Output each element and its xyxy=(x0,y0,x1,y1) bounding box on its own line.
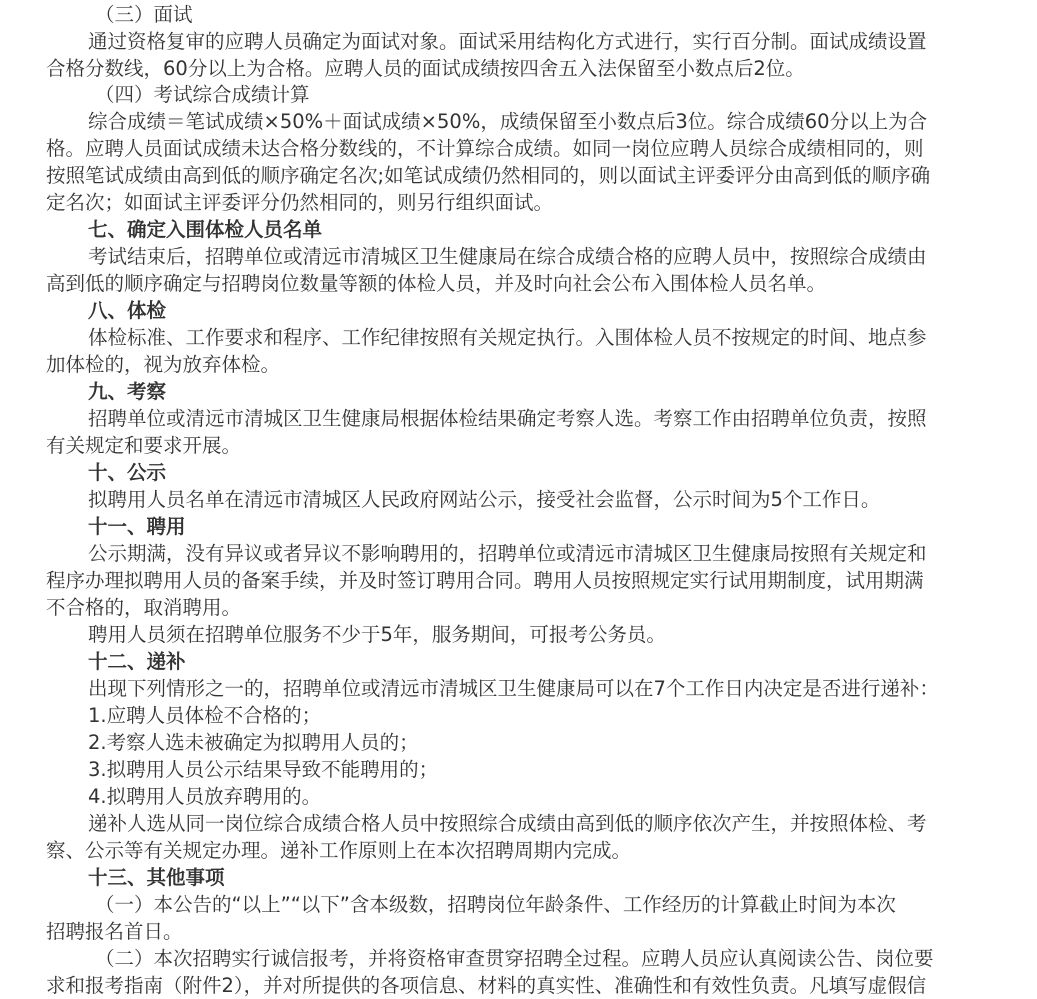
paragraph-line: 拟聘用人员名单在清远市清城区人民政府网站公示，接受社会监督，公示时间为5个工作日。 xyxy=(88,488,881,511)
paragraph-line: 聘用人员须在招聘单位服务不少于5年，服务期间，可报考公务员。 xyxy=(88,623,666,646)
paragraph-line: 递补人选从同一岗位综合成绩合格人员中按照综合成绩由高到低的顺序依次产生，并按照体检、考 xyxy=(88,812,927,835)
paragraph-line: 招聘单位或清远市清城区卫生健康局根据体检结果确定考察人选。考察工作由招聘单位负责，按照 xyxy=(88,407,927,430)
list-item: 1.应聘人员体检不合格的； xyxy=(88,704,322,727)
section-heading: 十一、聘用 xyxy=(88,515,186,538)
paragraph-line: 高到低的顺序确定与招聘岗位数量等额的体检人员，并及时向社会公布入围体检人员名单。 xyxy=(46,272,827,295)
paragraph-line: 出现下列情形之一的，招聘单位或清远市清城区卫生健康局可以在7个工作日内决定是否进行递补： xyxy=(88,677,939,700)
section-heading: 七、确定入围体检人员名单 xyxy=(88,218,323,241)
paragraph-line: 有关规定和要求开展。 xyxy=(46,434,242,457)
paragraph-line: 公示期满，没有异议或者异议不影响聘用的，招聘单位或清远市清城区卫生健康局按照有关规定和 xyxy=(88,542,927,565)
subsection-heading: （四）考试综合成绩计算 xyxy=(95,83,310,106)
section-heading: 九、考察 xyxy=(88,380,167,403)
paragraph-line: 不合格的，取消聘用。 xyxy=(46,596,242,619)
list-item: 2.考察人选未被确定为拟聘用人员的； xyxy=(88,731,419,754)
section-heading: 十二、递补 xyxy=(88,650,186,673)
paragraph-line: 合格分数线，60分以上为合格。应聘人员的面试成绩按四舍五入法保留至小数点后2位。 xyxy=(46,57,805,80)
section-heading: 八、体检 xyxy=(88,299,167,322)
section-heading: 十三、其他事项 xyxy=(88,866,225,889)
paragraph-line: 察、公示等有关规定办理。递补工作原则上在本次招聘周期内完成。 xyxy=(46,839,632,862)
paragraph-line: （一）本公告的“以上”“以下”含本级数，招聘岗位年龄条件、工作经历的计算截止时间为本次 xyxy=(95,893,896,916)
paragraph-line: 程序办理拟聘用人员的备案手续，并及时签订聘用合同。聘用人员按照规定实行试用期制度，试用期满 xyxy=(46,569,924,592)
paragraph-line: 求和报考指南（附件2），并对所提供的各项信息、材料的真实性、准确性和有效性负责。凡填写虚假信 xyxy=(46,974,927,997)
paragraph-line: 加体检的，视为放弃体检。 xyxy=(46,353,281,376)
list-item: 4.拟聘用人员放弃聘用的。 xyxy=(88,785,322,808)
paragraph-line: 格。应聘人员面试成绩未达合格分数线的，不计算综合成绩。如同一岗位应聘人员综合成绩相同的，则 xyxy=(46,137,924,160)
list-item: 3.拟聘用人员公示结果导致不能聘用的； xyxy=(88,758,439,781)
paragraph-line: 考试结束后，招聘单位或清远市清城区卫生健康局在综合成绩合格的应聘人员中，按照综合成绩由 xyxy=(88,245,927,268)
paragraph-line: 通过资格复审的应聘人员确定为面试对象。面试采用结构化方式进行，实行百分制。面试成绩设置 xyxy=(88,30,927,53)
paragraph-line: 体检标准、工作要求和程序、工作纪律按照有关规定执行。入围体检人员不按规定的时间、地点参 xyxy=(88,326,927,349)
paragraph-line: （二）本次招聘实行诚信报考，并将资格审查贯穿招聘全过程。应聘人员应认真阅读公告、岗位要 xyxy=(95,947,934,970)
paragraph-line: 按照笔试成绩由高到低的顺序确定名次;如笔试成绩仍然相同的，则以面试主评委评分由高到低的顺序确 xyxy=(46,164,931,187)
section-heading: 十、公示 xyxy=(88,461,167,484)
paragraph-line: 定名次；如面试主评委评分仍然相同的，则另行组织面试。 xyxy=(46,191,554,214)
subsection-heading: （三）面试 xyxy=(95,3,193,26)
paragraph-line: 招聘报名首日。 xyxy=(46,920,183,943)
paragraph-line: 综合成绩＝笔试成绩×50%＋面试成绩×50%，成绩保留至小数点后3位。综合成绩60分以上为合 xyxy=(88,110,928,133)
